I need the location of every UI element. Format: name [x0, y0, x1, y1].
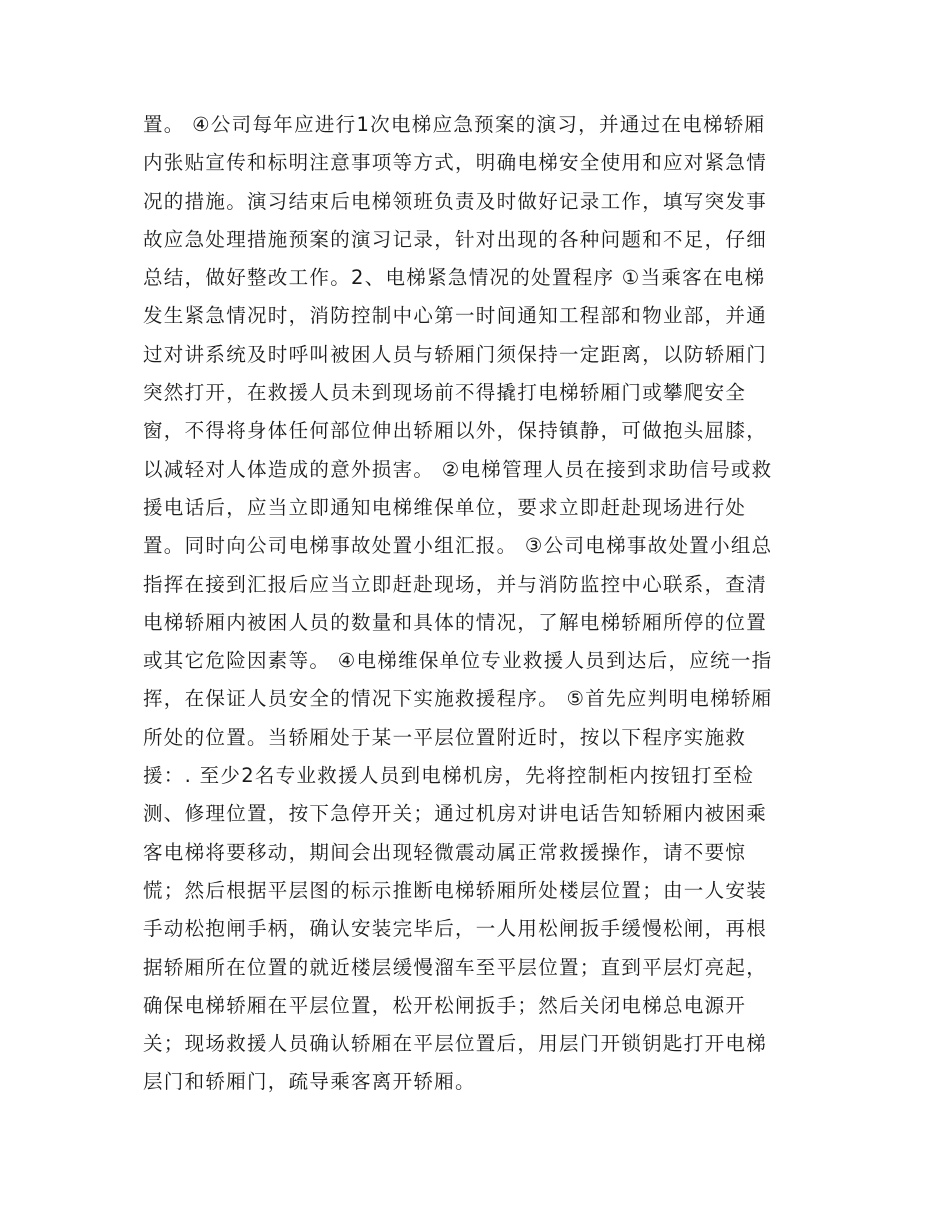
text-line: 援电话后，应当立即通知电梯维保单位，要求立即赶赴现场进行处: [143, 495, 747, 519]
text-line: 故应急处理措施预案的演习记录，针对出现的各种问题和不足，仔细: [143, 227, 768, 251]
text-line: 发生紧急情况时，消防控制中心第一时间通知工程部和物业部，并通: [143, 304, 768, 328]
text-line: 慌；然后根据平层图的标示推断电梯轿厢所处楼层位置；由一人安装: [143, 878, 768, 902]
text-line: 或其它危险因素等。 ④电梯维保单位专业救援人员到达后，应统一指: [143, 649, 773, 673]
text-line: 客电梯将要移动，期间会出现轻微震动属正常救援操作，请不要惊: [143, 840, 747, 864]
text-line: 所处的位置。当轿厢处于某一平层位置附近时，按以下程序实施救: [143, 725, 747, 749]
text-line: 置。同时向公司电梯事故处置小组汇报。 ③公司电梯事故处置小组总: [143, 534, 773, 558]
text-line: 挥，在保证人员安全的情况下实施救援程序。 ⑤首先应判明电梯轿厢: [143, 687, 773, 711]
text-line: 手动松抱闸手柄，确认安装完毕后，一人用松闸扳手缓慢松闸，再根: [143, 917, 768, 941]
body-text: [143, 106, 823, 1102]
text-line: 突然打开，在救援人员未到现场前不得撬打电梯轿厢门或攀爬安全: [143, 381, 747, 405]
text-line: 援：. 至少2名专业救援人员到电梯机房，先将控制柜内按钮打至检: [143, 764, 755, 788]
text-line: 置。 ④公司每年应进行1次电梯应急预案的演习，并通过在电梯轿厢: [143, 113, 766, 136]
text-line: 层门和轿厢门，疏导乘客离开轿厢。: [143, 1070, 476, 1094]
text-line: 电梯轿厢内被困人员的数量和具体的情况，了解电梯轿厢所停的位置: [143, 610, 768, 634]
text-line: 确保电梯轿厢在平层位置，松开松闸扳手；然后关闭电梯总电源开: [143, 993, 747, 1017]
text-line: 内张贴宣传和标明注意事项等方式，明确电梯安全使用和应对紧急情: [143, 151, 768, 175]
text-line: 窗，不得将身体任何部位伸出轿厢以外，保持镇静，可做抱头屈膝，: [143, 419, 768, 443]
text-line: 测、修理位置，按下急停开关；通过机房对讲电话告知轿厢内被困乘: [143, 802, 768, 826]
text-line: 关；现场救援人员确认轿厢在平层位置后，用层门开锁钥匙打开电梯: [143, 1032, 768, 1056]
text-line: 以减轻对人体造成的意外损害。 ②电梯管理人员在接到求助信号或救: [143, 457, 773, 481]
text-line: 总结，做好整改工作。2、电梯紧急情况的处置程序 ①当乘客在电梯: [143, 266, 766, 290]
text-line: 过对讲系统及时呼叫被困人员与轿厢门须保持一定距离，以防轿厢门: [143, 342, 768, 366]
text-line: 据轿厢所在位置的就近楼层缓慢溜车至平层位置；直到平层灯亮起，: [143, 955, 768, 979]
text-line: 指挥在接到汇报后应当立即赶赴现场，并与消防监控中心联系，查清: [143, 572, 768, 596]
text-line: 况的措施。演习结束后电梯领班负责及时做好记录工作，填写突发事: [143, 189, 768, 213]
